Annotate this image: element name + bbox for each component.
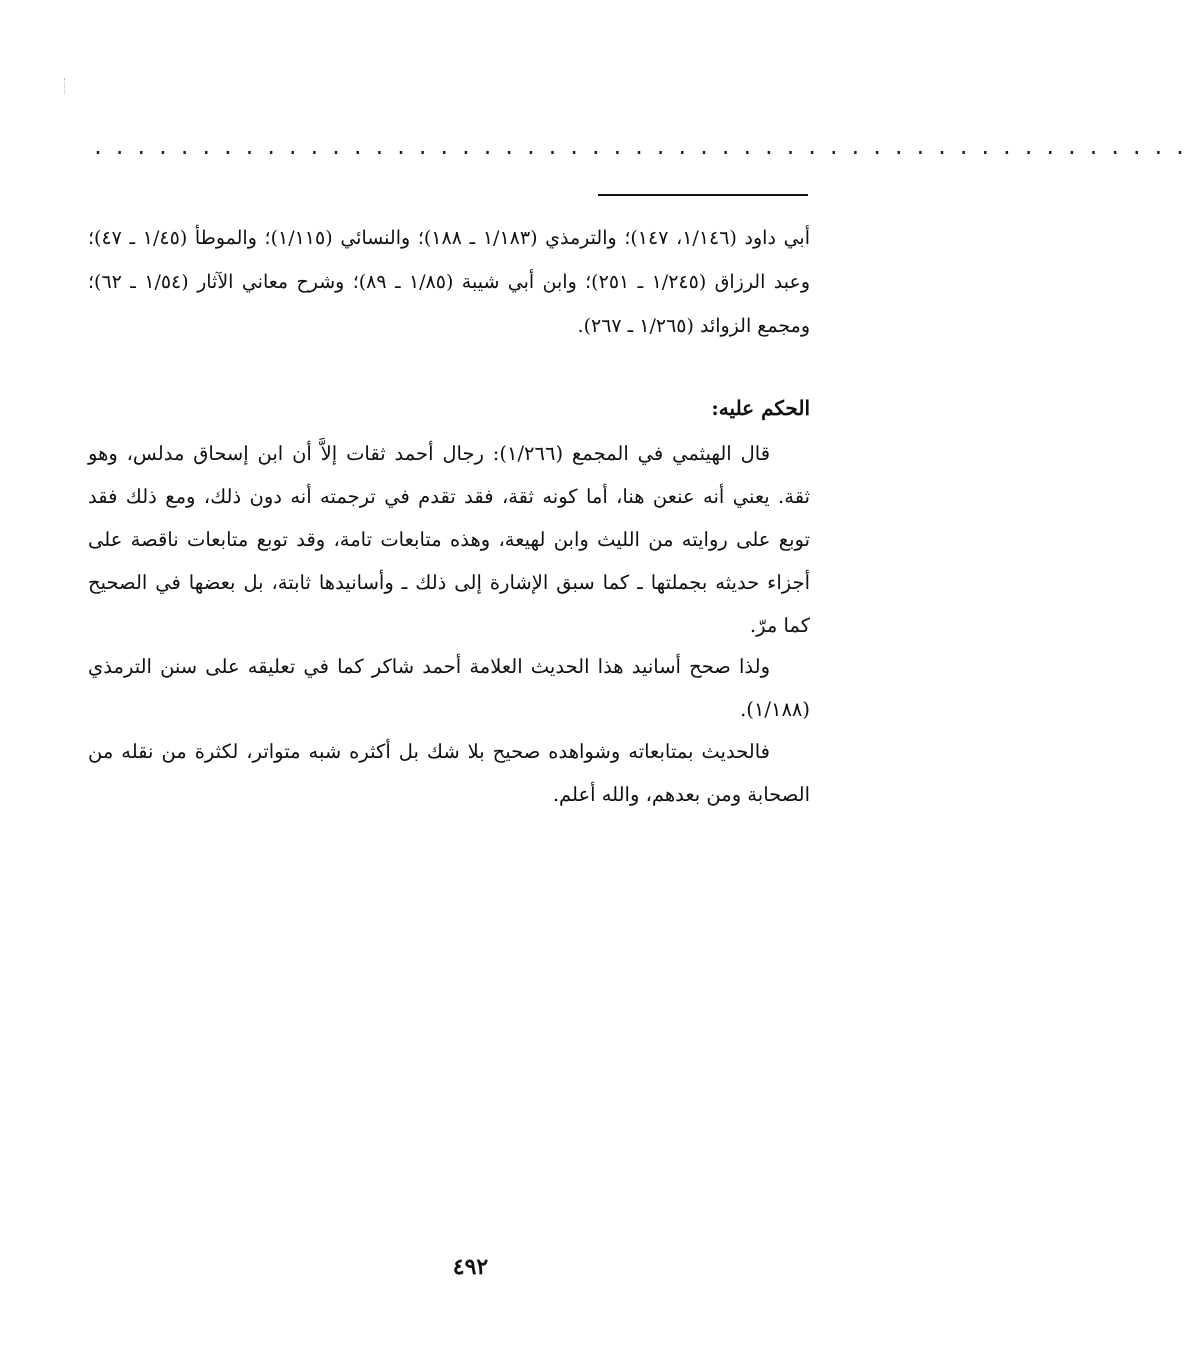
footnote-rule bbox=[598, 194, 808, 196]
section-heading: الحكم عليه: bbox=[711, 396, 810, 420]
page-number: ٤٩٢ bbox=[452, 1254, 489, 1280]
footnote-text: أبي داود (١/١٤٦، ١٤٧)؛ والترمذي (١/١٨٣ ـ ١٨٨)؛ والنسائي (١/١١٥)؛ والموطأ (١/٤٥ ـ ٤٧)؛ وعبد الرزاق (١/٢٤٥ ـ ٢٥١)؛ وابن أبي شيبة (١/٨٥ ـ ٨٩)؛ وشرح معاني الآثار (١/٥٤ ـ ٦٢)؛ ومجمع الزوائد (١/٢٦٥ ـ ٢٦٧). bbox=[88, 227, 810, 337]
dotted-separator: ................................................... bbox=[92, 135, 1196, 159]
paragraph-3: فالحديث بمتابعاته وشواهده صحيح بلا شك بل أكثره شبه متواتر، لكثرة من نقله من الصحابة ومن بعدهم، والله أعلم. bbox=[88, 740, 810, 806]
paragraph-2: ولذا صحح أسانيد هذا الحديث العلامة أحمد شاكر كما في تعليقه على سنن الترمذي (١/١٨٨). bbox=[88, 655, 810, 721]
paragraph-1: قال الهيثمي في المجمع (١/٢٦٦): رجال أحمد ثقات إلاَّ أن ابن إسحاق مدلس، وهو ثقة. يعني أنه عنعن هنا، أما كونه ثقة، فقد تقدم في ترجمته أنه دون ذلك، ومع ذلك فقد توبع على روايته من الليث وابن لهيعة، وهذه متابعات تامة، وقد توبع متابعات ناقصة على أجزاء حديثه بجملتها ـ كما سبق الإشارة إلى ذلك ـ وأسانيدها ثابتة، بل بعضها في الصحيح كما مرّ. bbox=[88, 442, 811, 637]
margin-mark bbox=[64, 78, 65, 94]
